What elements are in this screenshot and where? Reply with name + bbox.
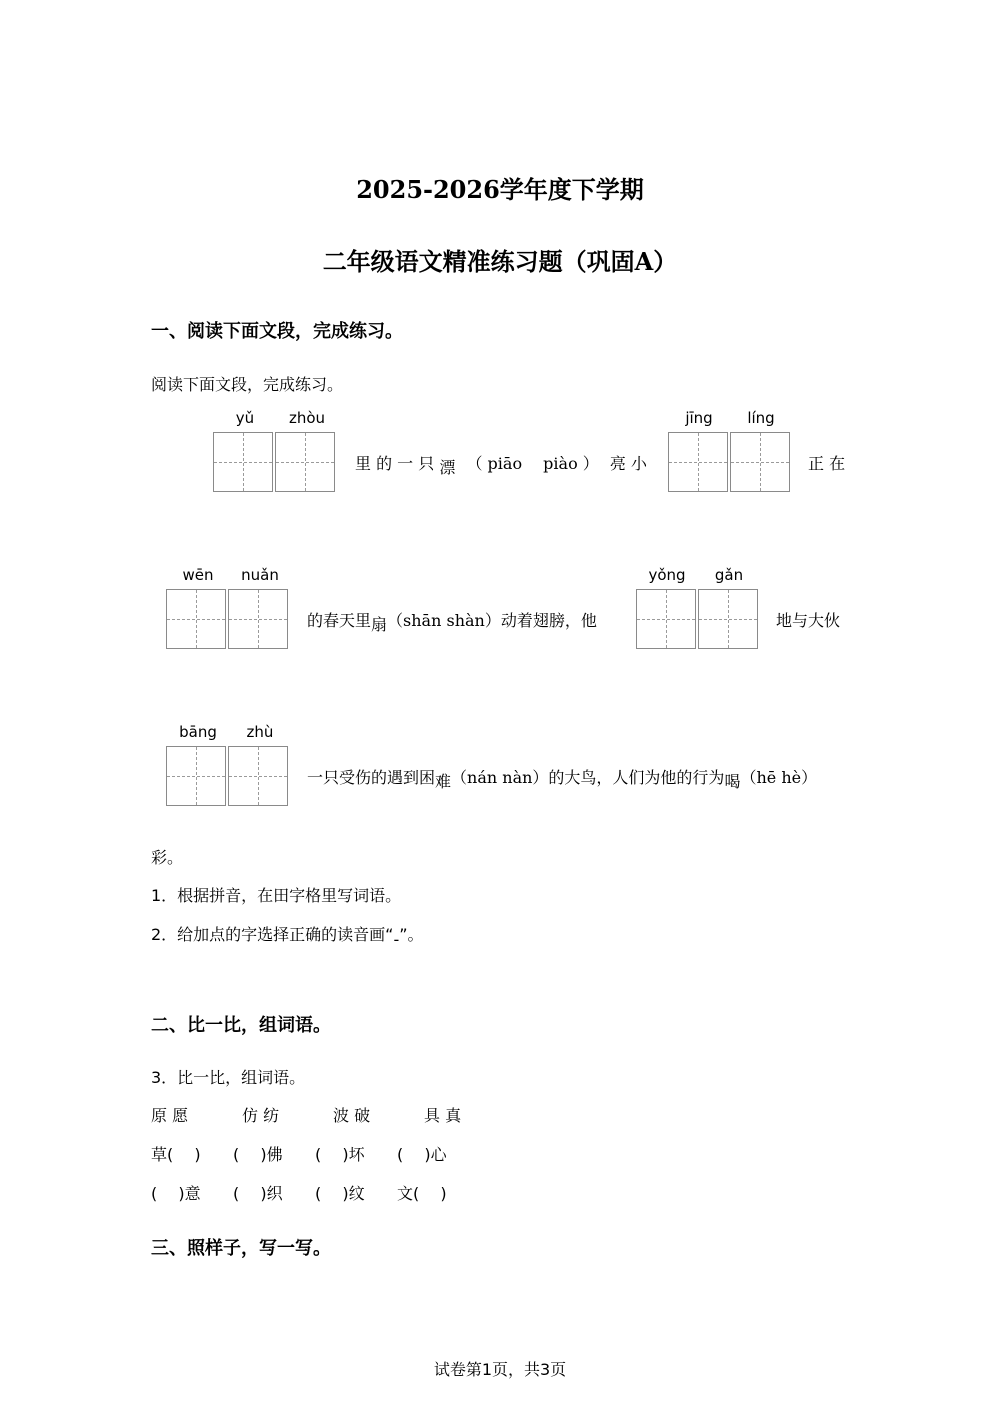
word-blank[interactable]: ( )心 <box>397 1145 447 1164</box>
passage-segment: 地与大伙 <box>776 611 841 630</box>
passage-tail: 彩。 <box>151 848 184 867</box>
tianzige-box[interactable] <box>668 432 728 492</box>
pinyin-label: bāng <box>179 723 217 741</box>
exam-title: 2025-2026学年度下学期 <box>356 175 644 204</box>
pinyin-choice[interactable]: （nán nàn） <box>451 768 549 787</box>
pinyin-label: wēn <box>182 566 214 584</box>
tianzige-box[interactable] <box>166 746 226 806</box>
tianzige-box[interactable] <box>228 746 288 806</box>
passage-segment: 动着翅膀，他 <box>500 611 597 630</box>
word-blank[interactable]: ( )坏 <box>315 1145 365 1164</box>
word-blank[interactable]: ( )佛 <box>233 1145 283 1164</box>
section2-heading: 二、比一比，组词语。 <box>151 1015 331 1036</box>
dotted-char: 扇 <box>371 615 388 634</box>
tianzige-box[interactable] <box>275 432 335 492</box>
pinyin-label: zhòu <box>288 409 326 427</box>
passage-segment: 里 的 一 只 <box>355 454 435 473</box>
dotted-char: 喝 <box>724 772 741 791</box>
char-pair: 具 真 <box>424 1106 462 1125</box>
word-blank[interactable]: 文( ) <box>397 1184 447 1203</box>
tianzige-box[interactable] <box>698 589 758 649</box>
question-3: 3．比一比，组词语。 <box>151 1068 306 1087</box>
dotted-char: 难 <box>435 772 452 791</box>
section1-intro: 阅读下面文段，完成练习。 <box>151 375 344 394</box>
pinyin-label: gǎn <box>714 566 744 584</box>
section1-heading: 一、阅读下面文段，完成练习。 <box>151 321 403 342</box>
pinyin-label: líng <box>747 409 775 427</box>
word-blank[interactable]: ( )纹 <box>315 1184 365 1203</box>
question-1: 1．根据拼音，在田字格里写词语。 <box>151 886 402 905</box>
question-2 <box>151 922 424 949</box>
pinyin-choice[interactable]: （hē hè） <box>740 768 818 787</box>
passage-text <box>307 765 818 791</box>
question-2-text: 2．给加点的字选择正确的读音画“ <box>151 925 394 944</box>
word-blank[interactable]: ( )织 <box>233 1184 283 1203</box>
pinyin-label: yǔ <box>235 409 255 427</box>
passage-segment: 的春天里 <box>307 611 372 630</box>
word-blank[interactable]: 草( ) <box>151 1145 201 1164</box>
passage-segment: 亮 小 <box>609 454 647 473</box>
underline-mark: - <box>393 930 400 949</box>
passage-text <box>307 608 597 634</box>
page-footer: 试卷第1页，共3页 <box>433 1360 567 1379</box>
char-pair: 仿 纺 <box>242 1106 280 1125</box>
pinyin-label: jīng <box>685 409 713 427</box>
pinyin-label: nuǎn <box>241 566 279 584</box>
passage-text <box>355 451 647 477</box>
tianzige-box[interactable] <box>166 589 226 649</box>
dotted-char: 漂 <box>439 458 456 477</box>
passage-segment: 一只受伤的遇到困 <box>307 768 436 787</box>
pinyin-choice[interactable]: （shān shàn） <box>387 611 501 630</box>
question-2-end: ”。 <box>399 925 424 944</box>
pinyin-label: zhù <box>246 723 274 741</box>
tianzige-box[interactable] <box>228 589 288 649</box>
pinyin-label: yǒng <box>648 566 686 584</box>
section3-heading: 三、照样子，写一写。 <box>151 1238 331 1259</box>
exam-subtitle: 二年级语文精准练习题（巩固A） <box>322 247 678 276</box>
tianzige-box[interactable] <box>213 432 273 492</box>
passage-segment: 正 在 <box>808 454 846 473</box>
tianzige-box[interactable] <box>636 589 696 649</box>
word-blank[interactable]: ( )意 <box>151 1184 201 1203</box>
char-pair: 波 破 <box>333 1106 371 1125</box>
char-pair: 原 愿 <box>151 1106 189 1125</box>
pinyin-choice[interactable]: （ piāo piào ） <box>466 454 599 473</box>
tianzige-box[interactable] <box>730 432 790 492</box>
passage-segment: 的大鸟，人们为他的行为 <box>548 768 725 787</box>
